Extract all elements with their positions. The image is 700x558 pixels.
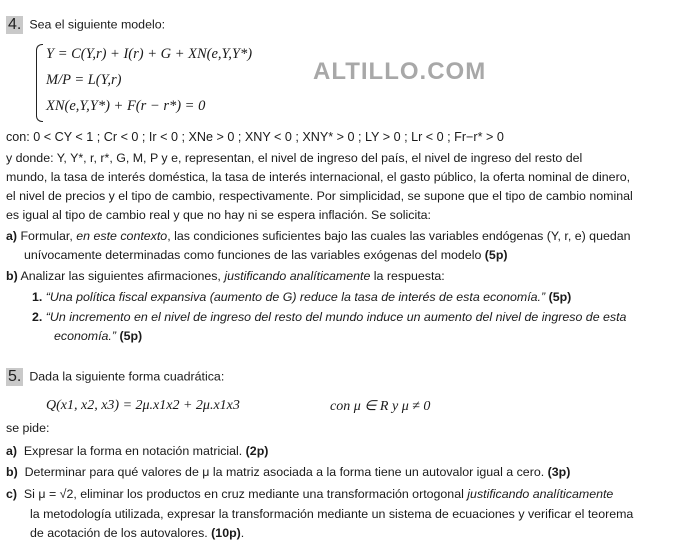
- item-text-cont: economía.”: [54, 329, 116, 343]
- q4-intro: Sea el siguiente modelo:: [29, 17, 166, 32]
- q4-b-italic: justificando analíticamente: [224, 269, 371, 283]
- description-line: y donde: Y, Y*, r, r*, G, M, P y e, representan, el nivel de ingreso del país, el nivel de ingreso del resto del: [6, 151, 583, 165]
- q5-c-italic: justificando analíticamente: [467, 487, 614, 501]
- item-text: “Un incremento en el nivel de ingreso del resto del mundo induce un aumento del nivel de ingreso de esta: [45, 310, 627, 324]
- q5-c-text3: de acotación de los autovalores.: [30, 526, 212, 540]
- q5-part-a: [6, 443, 690, 459]
- q5-c-end: .: [240, 526, 245, 540]
- description-line: mundo, la tasa de interés doméstica, la tasa de interés internacional, el gasto público, la oferta nominal de dinero,: [6, 170, 631, 184]
- q4-b-label: b): [6, 269, 18, 283]
- quadratic-form: Q(x1, x2, x3) = 2μ.x1x2 + 2μ.x1x3: [46, 398, 240, 413]
- q4-part-a-cont: [24, 247, 690, 263]
- q4-a-points: (5p): [484, 248, 508, 262]
- description-line: es igual al tipo de cambio real y que no hay ni se espera inflación. Se solicita:: [6, 208, 431, 222]
- q5-part-b: [6, 464, 690, 480]
- q5-part-c-line3: [30, 525, 690, 541]
- q5-header: [6, 368, 690, 386]
- se-pide: se pide:: [6, 421, 50, 435]
- item-points: (5p): [548, 290, 572, 304]
- q5-c-points: (10p): [211, 526, 241, 540]
- mu-condition: con μ ∈ R y μ ≠ 0: [330, 399, 431, 414]
- equation-2: M/P = L(Y,r): [46, 72, 122, 88]
- q4-a-label: a): [6, 229, 18, 243]
- equation-brace: [36, 44, 43, 122]
- q4-b-item-2: [32, 309, 690, 325]
- q4-a-text2: unívocamente determinadas como funciones de las variables exógenas del modelo: [24, 248, 485, 262]
- q4-b-item-1: [32, 289, 690, 305]
- q5-b-points: (3p): [547, 465, 571, 479]
- q4-a-italic: en este contexto: [76, 229, 168, 243]
- q4-a-text-post: , las condiciones suficientes bajo las cuales las variables endógenas (Y, r, e) quedan: [167, 229, 631, 243]
- q5-b-label: b): [6, 465, 18, 479]
- q5-a-label: a): [6, 444, 18, 458]
- q5-number: 5.: [8, 368, 22, 385]
- q5-a-points: (2p): [245, 444, 269, 458]
- item-number: 1.: [32, 290, 43, 304]
- equation-3: XN(e,Y,Y*) + F(r − r*) = 0: [46, 98, 206, 114]
- q5-c-label: c): [6, 487, 18, 501]
- q5-intro: Dada la siguiente forma cuadrática:: [29, 369, 225, 384]
- q4-header: [6, 16, 690, 34]
- q5-part-c-line2: la metodología utilizada, expresar la transformación mediante un sistema de ecuaciones y verificar el teorema: [30, 507, 634, 521]
- q5-b-text: Determinar para qué valores de μ la matriz asociada a la forma tiene un autovalor igual a cero.: [24, 465, 548, 479]
- item-text: “Una política fiscal expansiva (aumento de G) reduce la tasa de interés de esta economía.”: [45, 290, 546, 304]
- equation-1: Y = C(Y,r) + I(r) + G + XN(e,Y,Y*): [46, 46, 253, 62]
- q4-part-a: [6, 228, 690, 244]
- q5-a-text: Expresar la forma en notación matricial.: [23, 444, 246, 458]
- item-number: 2.: [32, 310, 43, 324]
- q4-b-item-2-cont: [54, 328, 690, 344]
- description-line: el nivel de precios y el tipo de cambio, respectivamente. Por simplicidad, se supone que el tipo de cambio nominal: [6, 189, 633, 203]
- q4-number: 4.: [8, 16, 22, 33]
- q4-part-b: [6, 268, 690, 284]
- model-conditions: con: 0 < CY < 1 ; Cr < 0 ; Ir < 0 ; XNe > 0 ; XNY < 0 ; XNY* > 0 ; LY > 0 ; Lr < 0 ; Fr−r* > 0: [6, 130, 504, 144]
- q5-c-text: Si μ = √2, eliminar los productos en cruz mediante una transformación ortogonal: [23, 487, 468, 501]
- q4-b-text: Analizar las siguientes afirmaciones,: [20, 269, 225, 283]
- q4-a-text: Formular,: [20, 229, 77, 243]
- q4-b-text-post: la respuesta:: [370, 269, 445, 283]
- item-points: (5p): [119, 329, 143, 343]
- q5-part-c: [6, 486, 690, 502]
- watermark: ALTILLO.COM: [313, 58, 487, 85]
